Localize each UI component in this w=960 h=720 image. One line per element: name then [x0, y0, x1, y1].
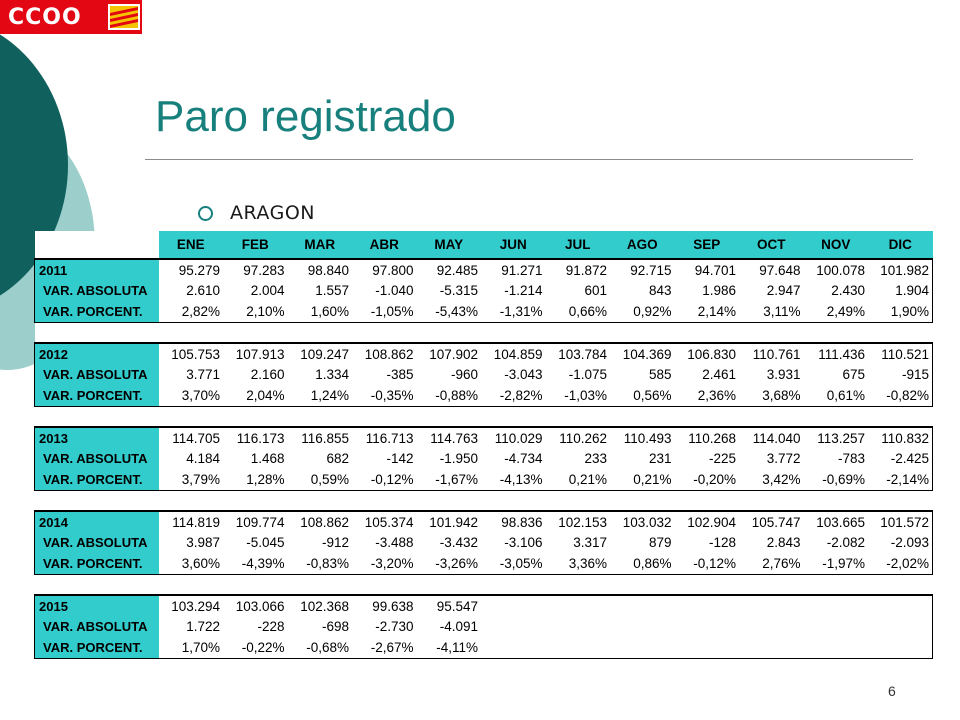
- circle-bullet-icon: [198, 206, 213, 221]
- table-cell: 4.184: [186, 451, 220, 466]
- table-cell: 843: [648, 283, 672, 298]
- month-header-jun: JUN: [481, 231, 546, 259]
- table-cell: 104.369: [610, 343, 675, 364]
- table-cell: [868, 637, 933, 658]
- table-cell: 675: [842, 367, 865, 382]
- table-cell: 601: [584, 283, 607, 298]
- table-cell: [610, 637, 675, 658]
- year-total-row: [35, 259, 933, 280]
- unemployment-table: [34, 231, 933, 659]
- table-cell: 2.160: [250, 367, 285, 382]
- table-cell: 3,79%: [159, 469, 224, 490]
- block-spacer: [35, 322, 933, 343]
- month-header-feb: FEB: [223, 231, 288, 259]
- table-cell: -4,11%: [417, 637, 482, 658]
- table-cell: [804, 637, 869, 658]
- page-number: 6: [888, 683, 896, 699]
- table-cell: 114.040: [739, 427, 804, 448]
- table-cell: 1.557: [315, 283, 349, 298]
- table-cell: 114.705: [159, 427, 224, 448]
- title-divider: [145, 159, 913, 160]
- table-cell: [804, 616, 869, 637]
- table-cell: -3.432: [439, 535, 478, 550]
- table-cell: -3,26%: [417, 553, 482, 574]
- table-cell: 2,14%: [675, 301, 740, 322]
- table-cell: 105.374: [352, 511, 417, 532]
- row-label: VAR. PORCENT.: [35, 301, 159, 322]
- block-spacer: [35, 490, 933, 511]
- table-cell: 2.843: [766, 535, 801, 550]
- table-cell: [481, 616, 546, 637]
- month-header-oct: OCT: [739, 231, 804, 259]
- percent-variation-row: [35, 385, 933, 406]
- table-cell: 91.271: [481, 259, 546, 280]
- table-cell: 116.173: [223, 427, 288, 448]
- table-cell: 110.268: [675, 427, 740, 448]
- spacer-cell: [35, 490, 933, 511]
- table-cell: 99.638: [352, 595, 417, 616]
- table-cell: -2,67%: [352, 637, 417, 658]
- year-label: 2013: [35, 427, 159, 448]
- table-cell: 585: [648, 367, 672, 382]
- table-cell: 110.262: [546, 427, 611, 448]
- table-cell: -2,02%: [868, 553, 933, 574]
- table-cell: -385: [386, 367, 414, 382]
- month-header-sep: SEP: [675, 231, 740, 259]
- year-label: 2011: [35, 259, 159, 280]
- table-cell: -0,68%: [288, 637, 353, 658]
- table-cell: 103.294: [159, 595, 224, 616]
- row-label: VAR. PORCENT.: [35, 385, 159, 406]
- table-cell: 105.747: [739, 511, 804, 532]
- table-cell: [868, 616, 933, 637]
- table-cell: 92.715: [610, 259, 675, 280]
- table-cell: 101.942: [417, 511, 482, 532]
- table-cell: -5.045: [246, 535, 285, 550]
- table-cell: -0,83%: [288, 553, 353, 574]
- page-title: Paro registrado: [155, 92, 456, 141]
- table-cell: -3.488: [375, 535, 414, 550]
- table-cell: [739, 616, 804, 637]
- table-cell: 104.859: [481, 343, 546, 364]
- table-cell: 97.800: [352, 259, 417, 280]
- table-cell: 1.468: [250, 451, 285, 466]
- table-cell: -1.040: [375, 283, 414, 298]
- logo-text: CCOO: [8, 4, 82, 30]
- table-header-row: [35, 231, 933, 259]
- absolute-variation-row: [35, 616, 933, 637]
- table-cell: -2.082: [826, 535, 865, 550]
- row-label: VAR. ABSOLUTA: [35, 532, 159, 553]
- row-label: VAR. ABSOLUTA: [35, 280, 159, 301]
- table-cell: 1.334: [315, 367, 349, 382]
- table-cell: 1.986: [702, 283, 736, 298]
- table-cell: -4,39%: [223, 553, 288, 574]
- table-cell: 116.855: [288, 427, 353, 448]
- month-header-jul: JUL: [546, 231, 611, 259]
- table-cell: -0,12%: [675, 553, 740, 574]
- year-label: 2014: [35, 511, 159, 532]
- absolute-variation-row: [35, 364, 933, 385]
- row-label: VAR. PORCENT.: [35, 553, 159, 574]
- table-cell: 98.836: [481, 511, 546, 532]
- table-cell: -960: [450, 367, 478, 382]
- table-cell: 114.819: [159, 511, 224, 532]
- row-label: VAR. PORCENT.: [35, 469, 159, 490]
- table-cell: 103.784: [546, 343, 611, 364]
- table-cell: [804, 595, 869, 616]
- table-cell: 3,70%: [159, 385, 224, 406]
- table-cell: 1,60%: [288, 301, 353, 322]
- table-cell: -1,05%: [352, 301, 417, 322]
- table-cell: -4.734: [504, 451, 543, 466]
- table-cell: [610, 595, 675, 616]
- month-header-mar: MAR: [288, 231, 353, 259]
- block-spacer: [35, 406, 933, 427]
- table-cell: 0,61%: [804, 385, 869, 406]
- table-cell: 2.430: [831, 283, 865, 298]
- table-cell: [868, 595, 933, 616]
- table-cell: 108.862: [352, 343, 417, 364]
- percent-variation-row: [35, 469, 933, 490]
- table-cell: -2.093: [868, 532, 933, 553]
- table-cell: 107.902: [417, 343, 482, 364]
- table-cell: 98.840: [288, 259, 353, 280]
- table-cell: [675, 595, 740, 616]
- table-cell: -1.950: [439, 451, 478, 466]
- table-cell: 233: [584, 451, 607, 466]
- bullet-item: [198, 202, 315, 224]
- table-cell: 102.904: [675, 511, 740, 532]
- table-cell: -5.315: [439, 283, 478, 298]
- table-cell: 101.982: [868, 259, 933, 280]
- table-cell: 1.722: [186, 619, 220, 634]
- table-cell: -3.106: [504, 535, 543, 550]
- table-cell: 1,90%: [868, 301, 933, 322]
- table-cell: -1,31%: [481, 301, 546, 322]
- table-cell: 110.761: [739, 343, 804, 364]
- month-header-nov: NOV: [804, 231, 869, 259]
- table-cell: -1,03%: [546, 385, 611, 406]
- table-cell: 110.029: [481, 427, 546, 448]
- table-cell: 113.257: [804, 427, 869, 448]
- table-cell: 103.066: [223, 595, 288, 616]
- percent-variation-row: [35, 301, 933, 322]
- absolute-variation-row: [35, 532, 933, 553]
- table-cell: -3,20%: [352, 553, 417, 574]
- table-cell: 114.763: [417, 427, 482, 448]
- table-cell: [675, 616, 740, 637]
- table-cell: 0,66%: [546, 301, 611, 322]
- table-cell: 3.771: [186, 367, 220, 382]
- table-cell: 0,86%: [610, 553, 675, 574]
- table-cell: 682: [326, 451, 349, 466]
- year-label: 2015: [35, 595, 159, 616]
- table-cell: -698: [321, 619, 349, 634]
- region-label: ARAGON: [230, 202, 315, 224]
- table-cell: 3.317: [573, 535, 607, 550]
- table-cell: -128: [708, 535, 736, 550]
- table-cell: 2.461: [702, 367, 736, 382]
- table-cell: 97.283: [223, 259, 288, 280]
- month-header-ago: AGO: [610, 231, 675, 259]
- absolute-variation-row: [35, 280, 933, 301]
- table-cell: 110.832: [868, 427, 933, 448]
- table-corner-cell: [35, 231, 159, 259]
- table-cell: 105.753: [159, 343, 224, 364]
- table-cell: 100.078: [804, 259, 869, 280]
- table-cell: -3,05%: [481, 553, 546, 574]
- table-cell: 2.004: [250, 283, 285, 298]
- table-cell: 103.665: [804, 511, 869, 532]
- year-total-row: [35, 511, 933, 532]
- spacer-cell: [35, 574, 933, 595]
- table-cell: 95.279: [159, 259, 224, 280]
- table-cell: -1.075: [568, 367, 607, 382]
- table-cell: 3,11%: [739, 301, 804, 322]
- table-cell: 2.947: [766, 283, 801, 298]
- row-label: VAR. ABSOLUTA: [35, 448, 159, 469]
- month-header-may: MAY: [417, 231, 482, 259]
- table-cell: 3.772: [766, 451, 801, 466]
- table-cell: 1,24%: [288, 385, 353, 406]
- table-cell: -783: [837, 451, 865, 466]
- aragon-flag-icon: [108, 4, 140, 30]
- table-cell: 879: [648, 535, 672, 550]
- table-cell: 0,92%: [610, 301, 675, 322]
- table-cell: [546, 595, 611, 616]
- table-cell: 2.610: [186, 283, 220, 298]
- table-cell: -142: [386, 451, 414, 466]
- table-cell: 2,76%: [739, 553, 804, 574]
- table-cell: 2,36%: [675, 385, 740, 406]
- table-cell: [481, 595, 546, 616]
- table-cell: 3,42%: [739, 469, 804, 490]
- table-cell: -2,82%: [481, 385, 546, 406]
- table-cell: 101.572: [868, 511, 933, 532]
- ccoo-logo: [0, 0, 142, 34]
- table-cell: [739, 637, 804, 658]
- table-cell: -0,22%: [223, 637, 288, 658]
- table-cell: -2.425: [868, 448, 933, 469]
- month-header-dic: DIC: [868, 231, 933, 259]
- percent-variation-row: [35, 637, 933, 658]
- table-cell: [739, 595, 804, 616]
- table-cell: [481, 637, 546, 658]
- table-cell: 103.032: [610, 511, 675, 532]
- table-cell: -915: [868, 364, 933, 385]
- table-cell: 1,70%: [159, 637, 224, 658]
- table-cell: -912: [321, 535, 349, 550]
- table-cell: -1,97%: [804, 553, 869, 574]
- table-cell: 231: [648, 451, 672, 466]
- table-cell: 0,59%: [288, 469, 353, 490]
- table-cell: 102.368: [288, 595, 353, 616]
- table-cell: 1.904: [868, 280, 933, 301]
- table-cell: 102.153: [546, 511, 611, 532]
- month-header-abr: ABR: [352, 231, 417, 259]
- block-spacer: [35, 574, 933, 595]
- table-cell: -1.214: [504, 283, 543, 298]
- table-cell: 0,21%: [546, 469, 611, 490]
- table-cell: 94.701: [675, 259, 740, 280]
- table-cell: -2.730: [375, 619, 414, 634]
- table-cell: -2,14%: [868, 469, 933, 490]
- percent-variation-row: [35, 553, 933, 574]
- table-cell: 3,36%: [546, 553, 611, 574]
- table-cell: 2,82%: [159, 301, 224, 322]
- table-cell: 3,60%: [159, 553, 224, 574]
- year-total-row: [35, 595, 933, 616]
- table-cell: -0,35%: [352, 385, 417, 406]
- table-cell: [546, 616, 611, 637]
- month-header-ene: ENE: [159, 231, 224, 259]
- table-cell: 95.547: [417, 595, 482, 616]
- table-cell: 0,56%: [610, 385, 675, 406]
- table-cell: 109.247: [288, 343, 353, 364]
- table-cell: [610, 616, 675, 637]
- table-cell: 111.436: [804, 343, 869, 364]
- table-cell: -5,43%: [417, 301, 482, 322]
- table-cell: 0,21%: [610, 469, 675, 490]
- table-cell: [675, 637, 740, 658]
- table-cell: [546, 637, 611, 658]
- year-total-row: [35, 343, 933, 364]
- spacer-cell: [35, 322, 933, 343]
- year-label: 2012: [35, 343, 159, 364]
- table-cell: 107.913: [223, 343, 288, 364]
- spacer-cell: [35, 406, 933, 427]
- table-cell: 3,68%: [739, 385, 804, 406]
- table-cell: 2,10%: [223, 301, 288, 322]
- table-cell: 116.713: [352, 427, 417, 448]
- table-cell: -0,20%: [675, 469, 740, 490]
- table-cell: 2,04%: [223, 385, 288, 406]
- table-cell: -3.043: [504, 367, 543, 382]
- table-cell: 97.648: [739, 259, 804, 280]
- table-cell: -4,13%: [481, 469, 546, 490]
- table-cell: 110.521: [868, 343, 933, 364]
- table-cell: 92.485: [417, 259, 482, 280]
- absolute-variation-row: [35, 448, 933, 469]
- table-cell: -4.091: [439, 619, 478, 634]
- table-cell: -0,12%: [352, 469, 417, 490]
- table-cell: -1,67%: [417, 469, 482, 490]
- row-label: VAR. ABSOLUTA: [35, 364, 159, 385]
- table-cell: -0,88%: [417, 385, 482, 406]
- table-cell: 91.872: [546, 259, 611, 280]
- table-cell: 109.774: [223, 511, 288, 532]
- table-cell: -225: [708, 451, 736, 466]
- row-label: VAR. ABSOLUTA: [35, 616, 159, 637]
- table-cell: 1,28%: [223, 469, 288, 490]
- table-cell: 110.493: [610, 427, 675, 448]
- table-cell: 3.931: [766, 367, 801, 382]
- table-cell: -0,82%: [868, 385, 933, 406]
- table-cell: -228: [257, 619, 285, 634]
- table-cell: 2,49%: [804, 301, 869, 322]
- table-cell: 108.862: [288, 511, 353, 532]
- table-cell: 106.830: [675, 343, 740, 364]
- table-cell: -0,69%: [804, 469, 869, 490]
- row-label: VAR. PORCENT.: [35, 637, 159, 658]
- year-total-row: [35, 427, 933, 448]
- table-cell: 3.987: [186, 535, 220, 550]
